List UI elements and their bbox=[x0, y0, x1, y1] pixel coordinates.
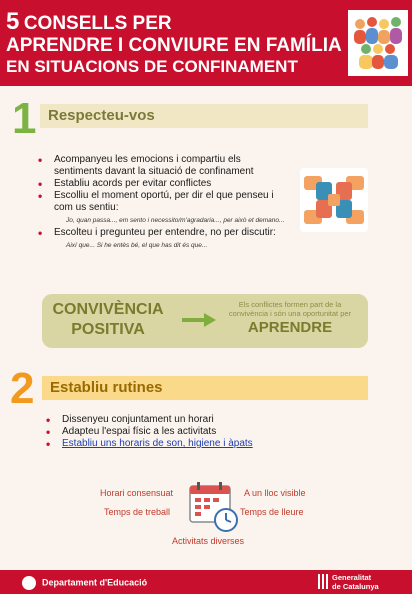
schedule-link[interactable]: Establiu uns horaris de son, higiene i àpats bbox=[62, 438, 253, 449]
label-temps-treball: Temps de treball bbox=[104, 507, 171, 517]
section-1-list bbox=[38, 154, 288, 252]
convivencia-note: Els conflictes formen part de la convivència i són una oportunitat per bbox=[228, 300, 352, 318]
generalitat-logo-icon bbox=[318, 574, 328, 589]
section-1-number: 1 bbox=[12, 94, 37, 143]
bullet-icon: • bbox=[38, 153, 43, 167]
calendar-clock-icon bbox=[186, 480, 240, 534]
footer-bar bbox=[0, 570, 412, 594]
section-1-title: Respecteu-vos bbox=[40, 104, 368, 128]
footer-generalitat: Generalitat de Catalunya bbox=[332, 573, 379, 591]
footer-department: Departament d'Educació bbox=[22, 575, 147, 590]
convivencia-box bbox=[42, 294, 368, 348]
department-logo-icon bbox=[22, 576, 36, 590]
list-item: • Adapteu l'espai físic a les activitats bbox=[46, 425, 217, 439]
list-item: • Acompanyeu les emocions i compartiu els sentiments davant la situació de confinament bbox=[38, 153, 254, 177]
list-item: • Dissenyeu conjuntament un horari bbox=[46, 413, 214, 427]
label-temps-lleure: Temps de lleure bbox=[240, 507, 304, 517]
family-illustration-icon bbox=[348, 10, 408, 76]
header-banner bbox=[0, 0, 412, 86]
label-lloc-visible: A un lloc visible bbox=[244, 488, 306, 498]
list-item bbox=[46, 438, 306, 450]
page-title bbox=[6, 8, 342, 76]
example-phrase: Jo, quan passa..., em sento i necessito/m'agradaria..., per això et demano... bbox=[66, 217, 285, 224]
section-2-number: 2 bbox=[10, 364, 35, 413]
bullet-icon: • bbox=[38, 189, 43, 203]
title-number: 5 bbox=[6, 8, 20, 35]
label-horari-consensuat: Horari consensuat bbox=[100, 488, 174, 498]
title-line-3: EN SITUACIONS DE CONFINAMENT bbox=[6, 57, 298, 77]
section-2-list bbox=[46, 414, 306, 450]
bullet-icon: • bbox=[46, 425, 51, 439]
bullet-icon: • bbox=[46, 437, 51, 451]
title-line-2: APRENDRE I CONVIURE EN FAMÍLIA bbox=[6, 35, 342, 57]
list-item: • Escolliu el moment oportú, per dir el que penseu i com us sentiu: Jo, quan passa..., em sento i necessito/m'agradaria..., per això et demano... bbox=[38, 190, 288, 225]
convivencia-subtitle: POSITIVA bbox=[71, 321, 145, 338]
list-item: • Establiu acords per evitar conflictes bbox=[38, 177, 212, 191]
bullet-icon: • bbox=[38, 177, 43, 191]
hands-puzzle-icon bbox=[300, 168, 368, 232]
example-phrase: Així que... Si he entès bé, el que has dit és que... bbox=[66, 242, 208, 249]
section-2-title: Establiu rutines bbox=[42, 376, 368, 400]
convivencia-title: CONVIVÈNCIA bbox=[52, 301, 164, 318]
list-item: • Escolteu i pregunteu per entendre, no per discutir: Així que... Si he entès bé, el que has dit és que... bbox=[38, 227, 288, 250]
title-line-1: CONSELLS PER bbox=[23, 13, 172, 34]
label-activitats-diverses: Activitats diverses bbox=[172, 536, 245, 546]
arrow-right-icon bbox=[182, 313, 216, 332]
convivencia-learn: APRENDRE bbox=[247, 319, 333, 336]
bullet-icon: • bbox=[46, 413, 51, 427]
bullet-icon: • bbox=[38, 226, 43, 240]
